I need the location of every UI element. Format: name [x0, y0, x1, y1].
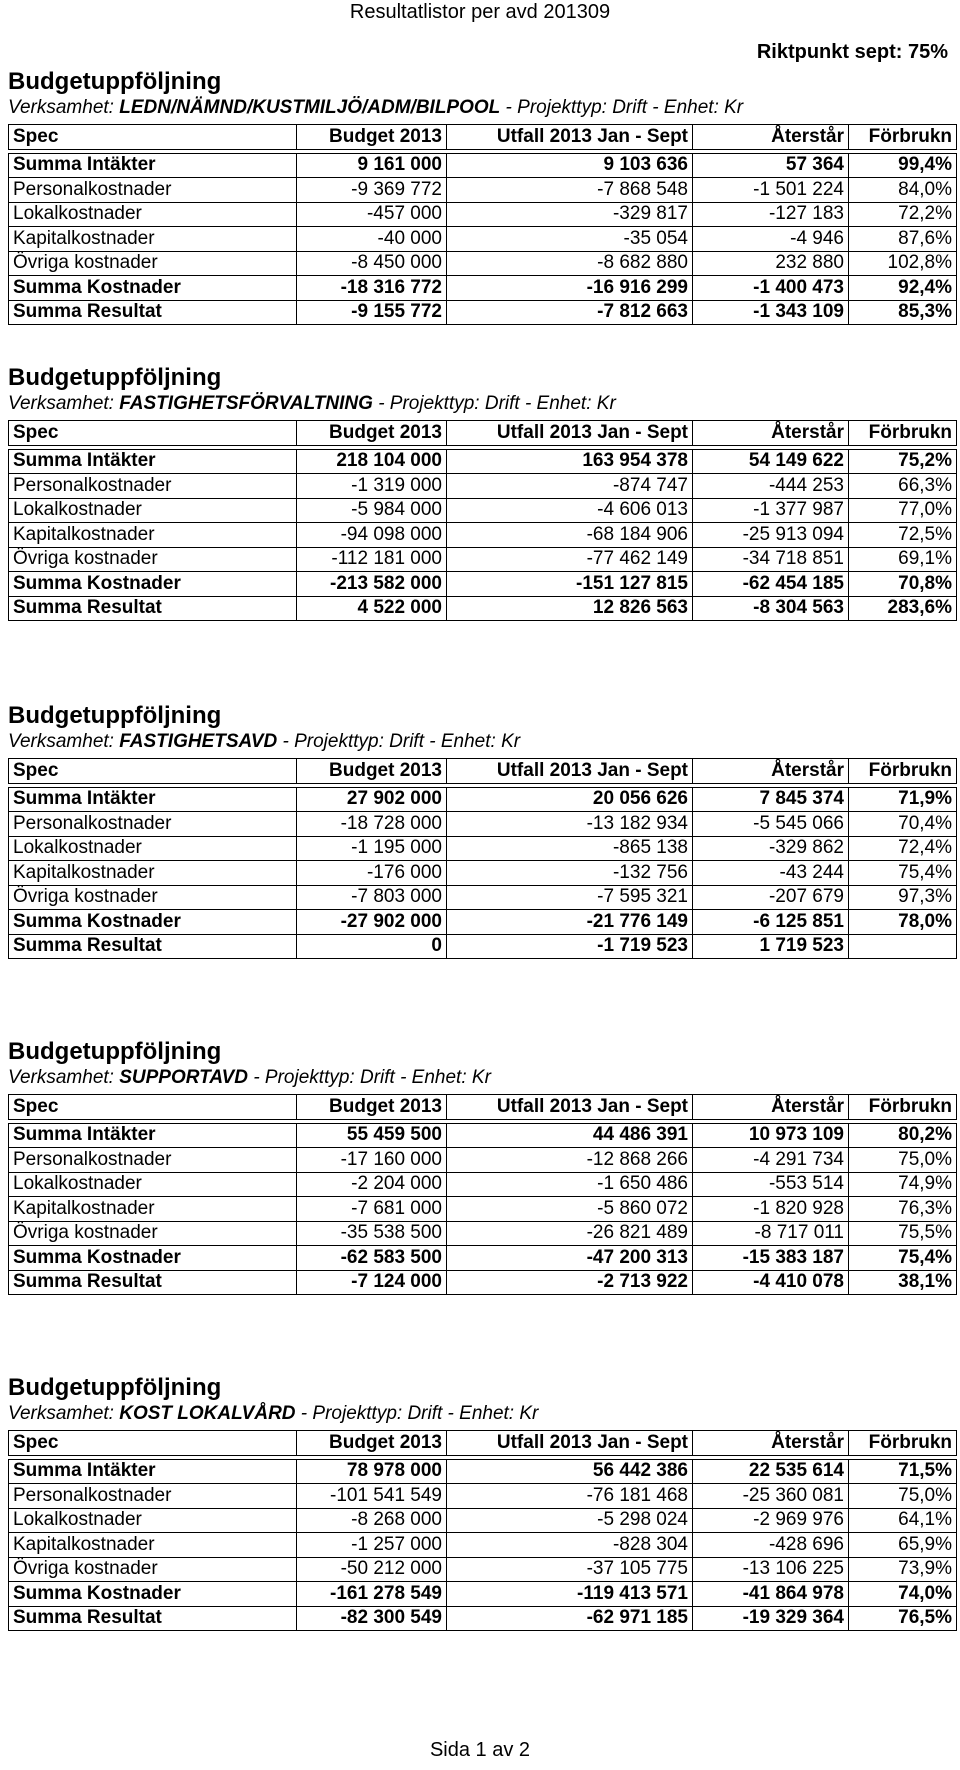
cell-value: -428 696 — [693, 1533, 849, 1558]
row-label: Personalkostnader — [9, 474, 297, 499]
cell-value: -151 127 815 — [447, 572, 693, 597]
cell-value: -1 195 000 — [297, 836, 447, 861]
cell-value: -1 343 109 — [693, 300, 849, 325]
row-label: Lokalkostnader — [9, 836, 297, 861]
budget-section — [8, 702, 956, 959]
column-header: Återstår — [693, 421, 849, 446]
cell-value: 70,4% — [849, 812, 957, 837]
cell-value: -8 304 563 — [693, 596, 849, 621]
cell-value: -2 204 000 — [297, 1172, 447, 1197]
cell-value: -4 946 — [693, 227, 849, 252]
table-row — [9, 1197, 957, 1222]
cell-value: 12 826 563 — [447, 596, 693, 621]
column-header: Budget 2013 — [297, 1431, 447, 1456]
table-row — [9, 812, 957, 837]
table-row — [9, 178, 957, 203]
cell-value: 74,0% — [849, 1582, 957, 1607]
cell-value: 72,4% — [849, 836, 957, 861]
cell-value: -27 902 000 — [297, 910, 447, 935]
cell-value: -6 125 851 — [693, 910, 849, 935]
cell-value: -18 316 772 — [297, 276, 447, 301]
cell-value: -1 650 486 — [447, 1172, 693, 1197]
section-subtitle — [8, 730, 956, 758]
table-row — [9, 1508, 957, 1533]
cell-value: 65,9% — [849, 1533, 957, 1558]
cell-value: 72,2% — [849, 202, 957, 227]
budget-table — [8, 1430, 957, 1631]
column-header: Budget 2013 — [297, 421, 447, 446]
cell-value: -40 000 — [297, 227, 447, 252]
section-subtitle — [8, 392, 956, 420]
cell-value: 75,5% — [849, 1221, 957, 1246]
budget-section — [8, 364, 956, 621]
table-header-row — [9, 421, 957, 446]
cell-value: 0 — [297, 934, 447, 959]
row-label: Övriga kostnader — [9, 547, 297, 572]
cell-value: -4 291 734 — [693, 1148, 849, 1173]
table-header-row — [9, 1431, 957, 1456]
cell-value: -68 184 906 — [447, 523, 693, 548]
subtitle-name: FASTIGHETSFÖRVALTNING — [119, 393, 373, 414]
column-header: Återstår — [693, 759, 849, 784]
table-header-row — [9, 125, 957, 150]
cell-value: -37 105 775 — [447, 1557, 693, 1582]
table-row — [9, 449, 957, 474]
table-row — [9, 1557, 957, 1582]
cell-value: -41 864 978 — [693, 1582, 849, 1607]
table-row — [9, 1484, 957, 1509]
row-label: Summa Intäkter — [9, 1123, 297, 1148]
row-label: Summa Resultat — [9, 300, 297, 325]
section-title: Budgetuppföljning — [8, 1374, 222, 1401]
cell-value: -62 454 185 — [693, 572, 849, 597]
cell-value: -82 300 549 — [297, 1606, 447, 1631]
cell-value: 66,3% — [849, 474, 957, 499]
cell-value: -4 606 013 — [447, 498, 693, 523]
cell-value: -25 913 094 — [693, 523, 849, 548]
cell-value: -15 383 187 — [693, 1246, 849, 1271]
table-header-row — [9, 759, 957, 784]
cell-value: 218 104 000 — [297, 449, 447, 474]
cell-value: 38,1% — [849, 1270, 957, 1295]
cell-value: -1 400 473 — [693, 276, 849, 301]
row-label: Övriga kostnader — [9, 251, 297, 276]
row-label: Summa Kostnader — [9, 1582, 297, 1607]
subtitle-prefix: Verksamhet: — [8, 1067, 120, 1088]
cell-value: -874 747 — [447, 474, 693, 499]
cell-value: 71,5% — [849, 1459, 957, 1484]
cell-value: -4 410 078 — [693, 1270, 849, 1295]
budget-section — [8, 1374, 956, 1631]
table-row — [9, 1606, 957, 1631]
column-header: Utfall 2013 Jan - Sept — [447, 125, 693, 150]
cell-value: -8 717 011 — [693, 1221, 849, 1246]
column-header: Spec — [9, 1095, 297, 1120]
row-label: Lokalkostnader — [9, 498, 297, 523]
row-label: Lokalkostnader — [9, 1172, 297, 1197]
cell-value: 85,3% — [849, 300, 957, 325]
budget-section — [8, 68, 956, 325]
table-row — [9, 1221, 957, 1246]
row-label: Lokalkostnader — [9, 1508, 297, 1533]
column-header: Budget 2013 — [297, 125, 447, 150]
table-row — [9, 498, 957, 523]
cell-value: 9 161 000 — [297, 153, 447, 178]
row-label: Kapitalkostnader — [9, 861, 297, 886]
cell-value: 22 535 614 — [693, 1459, 849, 1484]
table-row — [9, 202, 957, 227]
cell-value: 10 973 109 — [693, 1123, 849, 1148]
table-row — [9, 1533, 957, 1558]
subtitle-suffix: - Projekttyp: Drift - Enhet: Kr — [248, 1067, 491, 1088]
cell-value: -161 278 549 — [297, 1582, 447, 1607]
row-label: Kapitalkostnader — [9, 227, 297, 252]
section-subtitle — [8, 1066, 956, 1094]
cell-value: -5 298 024 — [447, 1508, 693, 1533]
row-label: Kapitalkostnader — [9, 1533, 297, 1558]
cell-value: -1 820 928 — [693, 1197, 849, 1222]
cell-value: -7 868 548 — [447, 178, 693, 203]
table-row — [9, 547, 957, 572]
cell-value: -329 862 — [693, 836, 849, 861]
page-header: Resultatlistor per avd 201309 — [349, 1, 611, 23]
cell-value: 75,0% — [849, 1148, 957, 1173]
row-label: Personalkostnader — [9, 1148, 297, 1173]
row-label: Summa Intäkter — [9, 787, 297, 812]
cell-value: 9 103 636 — [447, 153, 693, 178]
section-title: Budgetuppföljning — [8, 68, 222, 95]
cell-value: -5 860 072 — [447, 1197, 693, 1222]
cell-value: 75,2% — [849, 449, 957, 474]
column-header: Förbrukn — [849, 1095, 957, 1120]
column-header: Spec — [9, 759, 297, 784]
budget-table — [8, 1094, 957, 1295]
cell-value: -50 212 000 — [297, 1557, 447, 1582]
cell-value: -7 803 000 — [297, 885, 447, 910]
column-header: Spec — [9, 1431, 297, 1456]
cell-value: 76,3% — [849, 1197, 957, 1222]
cell-value: -12 868 266 — [447, 1148, 693, 1173]
table-row — [9, 276, 957, 301]
column-header: Förbrukn — [849, 125, 957, 150]
cell-value: 20 056 626 — [447, 787, 693, 812]
subtitle-name: LEDN/NÄMND/KUSTMILJÖ/ADM/BILPOOL — [119, 97, 501, 118]
cell-value: -119 413 571 — [447, 1582, 693, 1607]
cell-value: -13 106 225 — [693, 1557, 849, 1582]
table-row — [9, 934, 957, 959]
cell-value: -176 000 — [297, 861, 447, 886]
row-label: Summa Kostnader — [9, 572, 297, 597]
subtitle-name: KOST LOKALVÅRD — [119, 1403, 296, 1424]
subtitle-prefix: Verksamhet: — [8, 393, 120, 414]
column-header: Utfall 2013 Jan - Sept — [447, 759, 693, 784]
subtitle-suffix: - Projekttyp: Drift - Enhet: Kr — [372, 393, 616, 414]
row-label: Personalkostnader — [9, 178, 297, 203]
column-header: Förbrukn — [849, 1431, 957, 1456]
table-row — [9, 885, 957, 910]
table-row — [9, 251, 957, 276]
subtitle-suffix: - Projekttyp: Drift - Enhet: Kr — [500, 97, 744, 118]
row-label: Summa Resultat — [9, 1270, 297, 1295]
table-row — [9, 474, 957, 499]
row-label: Summa Intäkter — [9, 1459, 297, 1484]
cell-value: -8 450 000 — [297, 251, 447, 276]
section-subtitle — [8, 96, 956, 124]
cell-value: 102,8% — [849, 251, 957, 276]
row-label: Kapitalkostnader — [9, 1197, 297, 1222]
subtitle-name: FASTIGHETSAVD — [119, 731, 278, 752]
cell-value: -35 054 — [447, 227, 693, 252]
table-row — [9, 1246, 957, 1271]
table-row — [9, 572, 957, 597]
table-row — [9, 910, 957, 935]
cell-value: -77 462 149 — [447, 547, 693, 572]
cell-value: -5 545 066 — [693, 812, 849, 837]
cell-value: 72,5% — [849, 523, 957, 548]
subtitle-prefix: Verksamhet: — [8, 97, 120, 118]
column-header: Spec — [9, 421, 297, 446]
cell-value: -207 679 — [693, 885, 849, 910]
cell-value: 1 719 523 — [693, 934, 849, 959]
cell-value: 77,0% — [849, 498, 957, 523]
cell-value: -1 319 000 — [297, 474, 447, 499]
cell-value: 7 845 374 — [693, 787, 849, 812]
section-title: Budgetuppföljning — [8, 702, 222, 729]
cell-value: -62 583 500 — [297, 1246, 447, 1271]
page-footer: Sida 1 av 2 — [429, 1739, 531, 1761]
section-title: Budgetuppföljning — [8, 1038, 222, 1065]
table-row — [9, 1459, 957, 1484]
cell-value: -8 682 880 — [447, 251, 693, 276]
section-subtitle — [8, 1402, 956, 1430]
table-row — [9, 1582, 957, 1607]
column-header: Budget 2013 — [297, 759, 447, 784]
row-label: Personalkostnader — [9, 1484, 297, 1509]
cell-value: 44 486 391 — [447, 1123, 693, 1148]
cell-value: 54 149 622 — [693, 449, 849, 474]
cell-value: 70,8% — [849, 572, 957, 597]
row-label: Kapitalkostnader — [9, 523, 297, 548]
column-header: Återstår — [693, 1431, 849, 1456]
cell-value: -26 821 489 — [447, 1221, 693, 1246]
table-row — [9, 1148, 957, 1173]
cell-value: 78 978 000 — [297, 1459, 447, 1484]
row-label: Summa Kostnader — [9, 910, 297, 935]
cell-value: -2 969 976 — [693, 1508, 849, 1533]
row-label: Lokalkostnader — [9, 202, 297, 227]
cell-value: -7 812 663 — [447, 300, 693, 325]
table-header-row — [9, 1095, 957, 1120]
cell-value: -7 124 000 — [297, 1270, 447, 1295]
cell-value — [849, 934, 957, 959]
cell-value: -18 728 000 — [297, 812, 447, 837]
cell-value: -34 718 851 — [693, 547, 849, 572]
row-label: Summa Resultat — [9, 596, 297, 621]
cell-value: 283,6% — [849, 596, 957, 621]
cell-value: -127 183 — [693, 202, 849, 227]
cell-value: 99,4% — [849, 153, 957, 178]
cell-value: -19 329 364 — [693, 1606, 849, 1631]
column-header: Förbrukn — [849, 759, 957, 784]
cell-value: 73,9% — [849, 1557, 957, 1582]
column-header: Utfall 2013 Jan - Sept — [447, 421, 693, 446]
column-header: Budget 2013 — [297, 1095, 447, 1120]
cell-value: 57 364 — [693, 153, 849, 178]
cell-value: -43 244 — [693, 861, 849, 886]
table-row — [9, 596, 957, 621]
cell-value: -2 713 922 — [447, 1270, 693, 1295]
cell-value: -1 257 000 — [297, 1533, 447, 1558]
cell-value: -9 369 772 — [297, 178, 447, 203]
cell-value: 87,6% — [849, 227, 957, 252]
cell-value: -1 377 987 — [693, 498, 849, 523]
cell-value: -457 000 — [297, 202, 447, 227]
cell-value: -213 582 000 — [297, 572, 447, 597]
cell-value: -9 155 772 — [297, 300, 447, 325]
cell-value: -25 360 081 — [693, 1484, 849, 1509]
cell-value: -5 984 000 — [297, 498, 447, 523]
row-label: Summa Intäkter — [9, 153, 297, 178]
cell-value: -112 181 000 — [297, 547, 447, 572]
cell-value: -7 681 000 — [297, 1197, 447, 1222]
cell-value: 78,0% — [849, 910, 957, 935]
table-row — [9, 523, 957, 548]
cell-value: 80,2% — [849, 1123, 957, 1148]
table-row — [9, 1270, 957, 1295]
subtitle-prefix: Verksamhet: — [8, 1403, 120, 1424]
section-title: Budgetuppföljning — [8, 364, 222, 391]
column-header: Utfall 2013 Jan - Sept — [447, 1095, 693, 1120]
cell-value: 74,9% — [849, 1172, 957, 1197]
cell-value: -865 138 — [447, 836, 693, 861]
cell-value: -7 595 321 — [447, 885, 693, 910]
row-label: Summa Resultat — [9, 934, 297, 959]
cell-value: -17 160 000 — [297, 1148, 447, 1173]
table-row — [9, 787, 957, 812]
cell-value: 64,1% — [849, 1508, 957, 1533]
cell-value: -444 253 — [693, 474, 849, 499]
column-header: Utfall 2013 Jan - Sept — [447, 1431, 693, 1456]
row-label: Summa Intäkter — [9, 449, 297, 474]
cell-value: 163 954 378 — [447, 449, 693, 474]
column-header: Återstår — [693, 1095, 849, 1120]
cell-value: 75,0% — [849, 1484, 957, 1509]
cell-value: 232 880 — [693, 251, 849, 276]
cell-value: 4 522 000 — [297, 596, 447, 621]
budget-table — [8, 758, 957, 959]
cell-value: -16 916 299 — [447, 276, 693, 301]
cell-value: 56 442 386 — [447, 1459, 693, 1484]
row-label: Personalkostnader — [9, 812, 297, 837]
row-label: Övriga kostnader — [9, 1221, 297, 1246]
table-row — [9, 300, 957, 325]
cell-value: -8 268 000 — [297, 1508, 447, 1533]
cell-value: 76,5% — [849, 1606, 957, 1631]
column-header: Återstår — [693, 125, 849, 150]
cell-value: -329 817 — [447, 202, 693, 227]
cell-value: -553 514 — [693, 1172, 849, 1197]
table-row — [9, 1123, 957, 1148]
cell-value: 69,1% — [849, 547, 957, 572]
cell-value: -1 719 523 — [447, 934, 693, 959]
row-label: Övriga kostnader — [9, 885, 297, 910]
cell-value: -1 501 224 — [693, 178, 849, 203]
cell-value: 55 459 500 — [297, 1123, 447, 1148]
cell-value: 75,4% — [849, 861, 957, 886]
column-header: Förbrukn — [849, 421, 957, 446]
table-row — [9, 153, 957, 178]
table-row — [9, 227, 957, 252]
cell-value: -47 200 313 — [447, 1246, 693, 1271]
row-label: Övriga kostnader — [9, 1557, 297, 1582]
table-row — [9, 836, 957, 861]
cell-value: -94 098 000 — [297, 523, 447, 548]
budget-section — [8, 1038, 956, 1295]
row-label: Summa Kostnader — [9, 1246, 297, 1271]
subtitle-suffix: - Projekttyp: Drift - Enhet: Kr — [295, 1403, 539, 1424]
cell-value: -101 541 549 — [297, 1484, 447, 1509]
table-row — [9, 1172, 957, 1197]
table-row — [9, 861, 957, 886]
target-label: Riktpunkt sept: 75% — [756, 41, 948, 63]
budget-table — [8, 124, 957, 325]
cell-value: -62 971 185 — [447, 1606, 693, 1631]
subtitle-prefix: Verksamhet: — [8, 731, 120, 752]
cell-value: 97,3% — [849, 885, 957, 910]
subtitle-suffix: - Projekttyp: Drift - Enhet: Kr — [277, 731, 521, 752]
subtitle-name: SUPPORTAVD — [119, 1067, 249, 1088]
cell-value: -132 756 — [447, 861, 693, 886]
cell-value: 71,9% — [849, 787, 957, 812]
cell-value: -76 181 468 — [447, 1484, 693, 1509]
cell-value: 75,4% — [849, 1246, 957, 1271]
cell-value: -21 776 149 — [447, 910, 693, 935]
cell-value: -35 538 500 — [297, 1221, 447, 1246]
cell-value: -828 304 — [447, 1533, 693, 1558]
column-header: Spec — [9, 125, 297, 150]
row-label: Summa Kostnader — [9, 276, 297, 301]
budget-table — [8, 420, 957, 621]
cell-value: -13 182 934 — [447, 812, 693, 837]
cell-value: 92,4% — [849, 276, 957, 301]
cell-value: 27 902 000 — [297, 787, 447, 812]
cell-value: 84,0% — [849, 178, 957, 203]
row-label: Summa Resultat — [9, 1606, 297, 1631]
